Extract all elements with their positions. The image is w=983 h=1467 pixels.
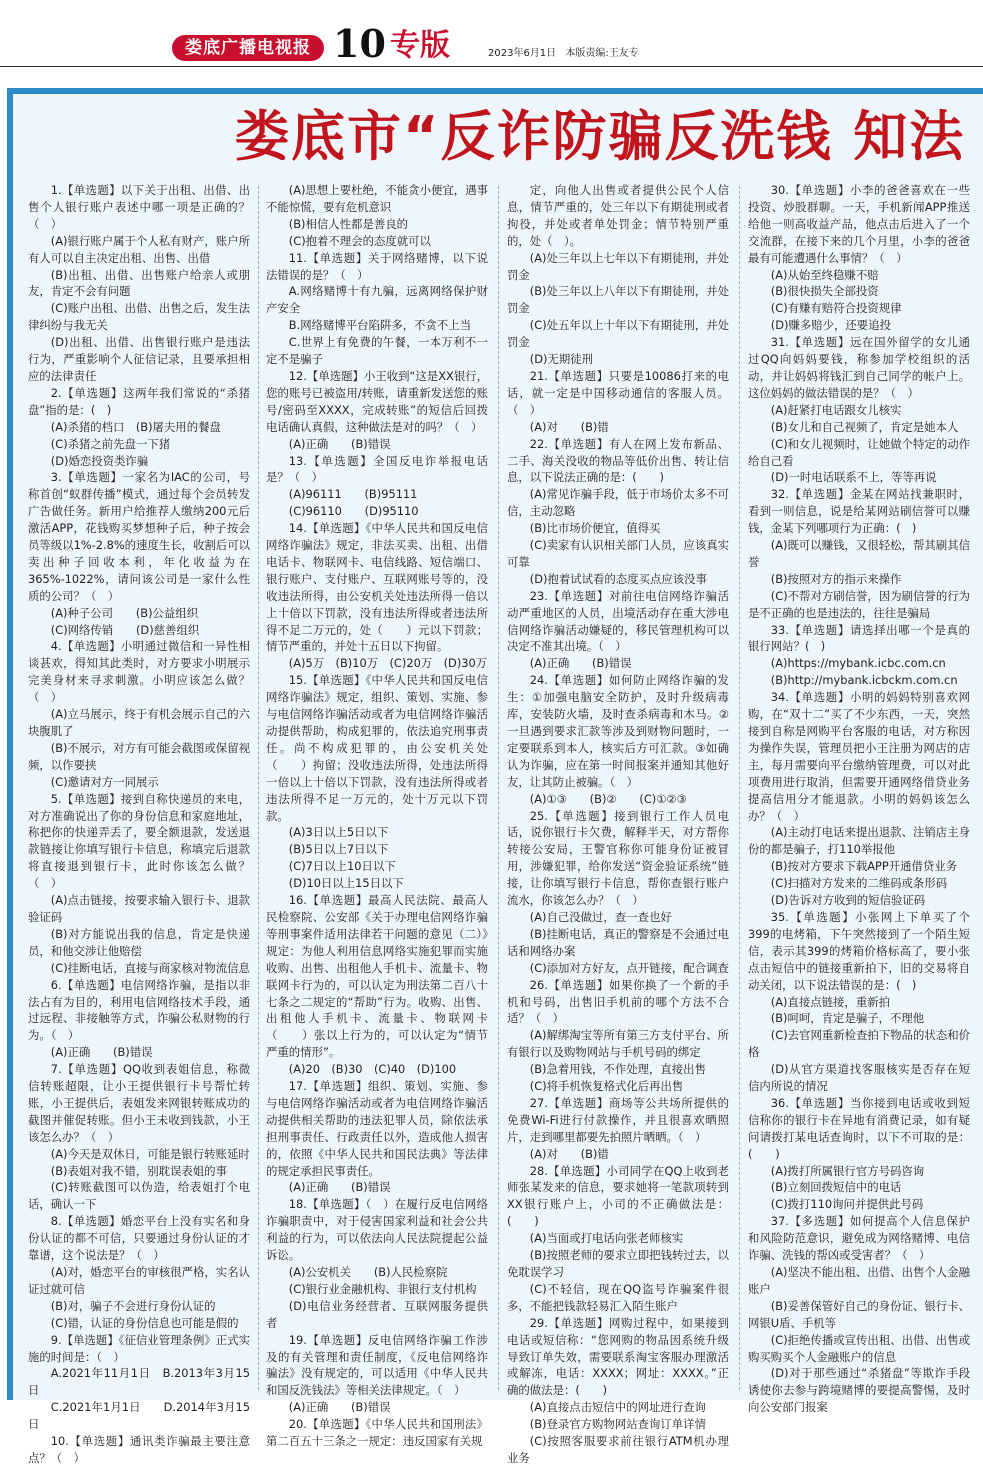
quiz-paragraph: (B)表姐对我不错，别耽误表姐的事 [50,1163,227,1178]
quiz-paragraph: (A)处三年以上七年以下有期徒刑，并处罚金 [507,250,729,282]
quiz-paragraph: (A)解绑淘宝等所有第三方支付平台、所有银行以及购物网站与手机号码的绑定 [507,1028,729,1060]
quiz-paragraph: (C)处五年以上十年以下有期徒刑，并处罚金 [507,318,729,350]
page-header [0,0,983,66]
quiz-paragraph: (B)急着用钱，不作处理，直接出售 [529,1062,706,1077]
quiz-paragraph: 定，向他人出售或者提供公民个人信息，情节严重的，处三年以下有期徒刑或者拘役，并处或者单处罚金；情节特别严重的，处（ ）。 [507,183,729,248]
quiz-paragraph: (A)思想上要杜绝，不能贪小便宜，遇事不能惊慌，要有危机意识 [266,183,488,214]
quiz-paragraph: (B)5日以上7日以下 [288,842,389,857]
quiz-paragraph: (A)常见诈骗手段，低于市场价太多不可信，主动忽略 [507,487,729,519]
quiz-paragraph: (A)https://mybank.icbc.com.cn [770,656,946,671]
quiz-paragraph: (D)赚多赔少，还要追投 [770,318,891,333]
quiz-paragraph: (A)坚决不能出租、出借、出售个人金融账户 [748,1265,970,1296]
column-divider [498,186,499,1390]
quiz-paragraph: (C)添加对方好友，点开链接，配合调查 [529,960,729,975]
quiz-paragraph: (D)从官方渠道找客服核实是否存在短信内所说的情况 [748,1062,970,1094]
quiz-paragraph: (A)直接点链接，重新拍 [770,994,890,1009]
quiz-paragraph: 31.【单选题】远在国外留学的女儿通过QQ向妈妈要钱，称参加学校组织的活动，并让妈妈将钱汇到自己同学的帐户上。这位妈妈的做法错误的是？（ ） [748,335,970,400]
quiz-paragraph: (C)错，认证的身份信息也可能是假的 [50,1315,239,1330]
quiz-paragraph: 2.【单选题】这两年我们常说的“杀猪盘”指的是：( ) [28,385,250,417]
quiz-column-2 [266,182,488,1449]
quiz-paragraph: (B)按照对方的指示来操作 [770,571,902,586]
quiz-paragraph: 36.【单选题】当你接到电话或收到短信称你的银行卡在异地有消费记录，如有疑问请拨打某电话查询时，以下不可取的是：( ) [748,1095,970,1161]
quiz-paragraph: (C)账户出租、出借、出售之后，发生法律纠纷与我无关 [28,301,250,333]
quiz-paragraph: (D)10日以上15日以下 [288,876,404,891]
quiz-paragraph: (A)正确 (B)错误 [50,1045,153,1060]
quiz-paragraph: 23.【单选题】对前往电信网络诈骗活动严重地区的人员，出境活动存在重大涉电信网络诈骗活动嫌疑的，移民管理机构可以决定不准其出境。（ ） [507,588,729,654]
quiz-paragraph: (C)抱着不理会的态度就可以 [288,233,431,248]
quiz-paragraph: (A)对 (B)错 [529,419,609,434]
quiz-paragraph: (D)婚恋投资类诈骗 [50,453,149,468]
quiz-paragraph: (A)3日以上5日以下 [288,825,389,840]
quiz-paragraph: (A)赶紧打电话跟女儿核实 [770,402,902,417]
quiz-paragraph: 10.【单选题】通讯类诈骗最主要注意点？（ ） [28,1434,250,1465]
quiz-paragraph: (B)按对方要求下载APP开通借贷业务 [770,859,958,874]
quiz-paragraph: (C)将手机恢复格式化后再出售 [529,1079,684,1094]
quiz-paragraph: (A)点击链接，按要求输入银行卡、退款验证码 [28,893,250,924]
quiz-paragraph: A.网络赌博十有九骗，远离网络保护财产安全 [266,284,488,316]
quiz-paragraph: 16.【单选题】最高人民法院、最高人民检察院、公安部《关于办理电信网络诈骗等刑事案件适用法律若干问题的意见（二）》规定：为他人利用信息网络实施犯罪而实施收购、出售、出租他人手机卡、流量卡、物联网卡行为的，可以认定为刑法第二百八十七条之二规定的“帮助”行为。收购、出售、出租他人手机卡、流量卡、物联网卡（ ）张以上行为的，可以认定为“情节严重的情形”。 [266,893,488,1060]
quiz-paragraph: (D)对于那些通过“杀猪盘”等欺诈手段诱使你去参与跨境赌博的要提高警惕，及时向公安部门报案 [748,1366,970,1415]
editor-credit: 本版责编:王友专 [565,48,639,59]
quiz-paragraph: (A)银行账户属于个人私有财产，账户所有人可以自主决定出租、出售、出借 [28,233,250,265]
quiz-paragraph: 30.【单选题】小李的爸爸喜欢在一些投资、炒股群聊。一天，手机新闻APP推送给他一则高收益产品，他点击后进入了一个交流群，在接下来的几个月里，小李的爸爸最有可能遭遇什么事情？（ ） [748,183,970,265]
quiz-paragraph: (B)立刻回拨短信中的电话 [770,1180,902,1195]
column-divider [739,186,740,1390]
quiz-paragraph: (B)呵呵，肯定是骗子，不理他 [770,1011,925,1026]
quiz-paragraph: A.2021年11月1日 B.2013年3月15日 [28,1366,250,1398]
quiz-paragraph: 5.【单选题】接到自称快递员的来电，对方准确说出了你的身份信息和家庭地址，称把你的快递弄丢了，要全额退款，发送退款链接让你填写银行卡信息，称填完后退款将直接退到银行卡，此时你该怎么做？（ ） [28,791,250,891]
quiz-paragraph: (A)直接点击短信中的网址进行查询 [529,1400,706,1415]
quiz-column-3 [507,182,729,1465]
quiz-paragraph: (D)电信业务经营者、互联网服务提供者 [266,1298,488,1330]
dateline [488,44,645,59]
quiz-paragraph: (C)银行业金融机构、非银行支付机构 [288,1281,477,1296]
quiz-paragraph: (A)20 (B)30 (C)40 (D)100 [288,1062,457,1077]
quiz-paragraph: 13.【单选题】全国反电诈举报电话是？（ ） [266,453,488,485]
quiz-paragraph: 20.【单选题】《中华人民共和国刑法》第二百五十三条之一规定：违反国家有关规 [266,1417,488,1449]
quiz-paragraph: (D)一时电话联系不上，等等再说 [770,470,937,485]
quiz-paragraph: 21.【单选题】只要是10086打来的电话，就一定是中国移动通信的客服人员。（ ） [507,368,729,417]
quiz-paragraph: (A)今天是双休日，可能是银行转账延时 [50,1146,250,1161]
quiz-paragraph: (C)网络传销 (D)慈善组织 [50,622,200,637]
quiz-paragraph: (A)主动打电话来提出退款、注销店主身份的都是骗子，打110举报他 [748,825,970,857]
quiz-paragraph: (A)从始至终稳赚不赔 [770,267,879,282]
quiz-paragraph: 11.【单选题】关于网络赌博，以下说法错误的是？（ ） [266,250,488,282]
quiz-paragraph: (A)①③ (B)② (C)①②③ [529,791,687,806]
publish-date: 2023年6月1日 [488,48,557,59]
quiz-paragraph: 18.【单选题】（ ）在履行反电信网络诈骗职责中，对于侵害国家利益和社会公共利益的行为，可以依法向人民法院提起公益诉讼。 [266,1197,488,1263]
quiz-paragraph: (B)不展示，对方有可能会截图或保留视频，以作要挟 [28,740,250,772]
quiz-column-4 [748,182,970,1415]
quiz-paragraph: (C)96110 (D)95110 [288,504,419,519]
quiz-paragraph: (B)女儿和自己视频了，肯定是她本人 [770,419,959,434]
quiz-paragraph: (C)卖家有认识相关部门人员，应该真实可靠 [507,538,729,569]
quiz-paragraph: (C)7日以上10日以下 [288,859,396,874]
quiz-paragraph: (B)挂断电话，真正的警察是不会通过电话和网络办案 [507,926,729,958]
quiz-paragraph: 4.【单选题】小明通过微信和一异性相谈甚欢，得知其此类时，对方要求小明展示完美身材来寻求刺激。小明应该怎么做？（ ） [28,639,250,705]
column-divider [258,186,259,1390]
quiz-paragraph: 37.【多选题】如何提高个人信息保护和风险防范意识，避免成为网络赌博、电信诈骗、洗钱的帮凶或受害者？（ ） [748,1214,970,1263]
quiz-paragraph: (C)有赚有赔符合投资规律 [770,301,902,316]
section-name: 专版 [390,28,450,63]
quiz-paragraph: (A)对 (B)错 [529,1146,609,1161]
quiz-paragraph: (A)对，婚恋平台的审核很严格，实名认证过就可信 [28,1265,250,1296]
quiz-paragraph: (D)出租、出借、出售银行账户是违法行为，严重影响个人征信记录，且要承担相应的法律责任 [28,335,250,383]
quiz-paragraph: (C)扫描对方发来的二维码或条形码 [770,876,948,891]
quiz-paragraph: (B)很快损失全部投资 [770,284,879,299]
quiz-paragraph: (B)登录官方购物网站查询订单详情 [529,1417,706,1432]
quiz-paragraph: (B)按照老师的要求立即把钱转过去，以免耽误学习 [507,1248,729,1279]
quiz-paragraph: (A)自己没做过，查一查也好 [529,909,672,924]
quiz-paragraph: 28.【单选题】小司同学在QQ上收到老师张某发来的信息，要求她将一笔款项转到XX银行账户上，小司的不正确做法是：( ) [507,1163,729,1229]
quiz-paragraph: (A)正确 (B)错误 [288,436,391,451]
quiz-paragraph: (A)公安机关 (B)人民检察院 [288,1265,448,1279]
quiz-paragraph: 3.【单选题】一家名为IAC的公司，号称首创“蚁群传播”模式，通过每个会员转发广告做任务。新用户给推荐人缴纳200元后激活APP，花钱购买梦想种子后，种子按会员等级以1%-2.8%的速度生长，收割后可以卖出种子回收本利，年化收益为在365%-1022%，请问该公司是一家什么性质的公司？（ ） [28,470,250,603]
quiz-paragraph: 35.【单选题】小张网上下单买了个399的电烤箱，下午突然接到了一个陌生短信，表示其399的烤箱价格标高了，要小张点击短信中的链接重新拍下，旧的交易将自动关闭，以下说法错误的是：( ) [748,909,970,992]
quiz-paragraph: 29.【单选题】网购过程中，如果接到电话或短信称：“您网购的物品因系统升级导致订单失效，需要联系淘宝客服办理激活或解冻，电话：XXXX；网址：XXXX。”正确的做法是：( ) [507,1315,729,1398]
quiz-paragraph: (A)杀猪的档口 (B)屠夫用的餐盘 [50,419,221,434]
quiz-paragraph: 19.【单选题】反电信网络诈骗工作涉及的有关管理和责任制度，《反电信网络诈骗法》没有规定的，可以适用《中华人民共和国反洗钱法》等相关法律规定。（ ） [266,1332,488,1398]
quiz-paragraph: (D)无期徒刑 [529,352,594,367]
quiz-paragraph: (A)96111 (B)95111 [288,487,418,502]
quiz-paragraph: (B)对，骗子不会进行身份认证的 [50,1298,216,1313]
quiz-paragraph: (A)既可以赚钱，又很轻松，帮其刷其信誉 [748,538,970,569]
page-number: 10 [333,21,386,66]
quiz-paragraph: 14.【单选题】《中华人民共和国反电信网络诈骗法》规定，非法买卖、出租、出借电话卡、物联网卡、电信线路、短信端口、银行账户、支付账户、互联网账号等的，没收违法所得，由公安机关处违法所得一倍以上十倍以下罚款，没有违法所得或者违法所得不足二万元的，处（ ）元以下罚款；情节严重的，并处十五日以下拘留。 [266,521,488,654]
quiz-paragraph: 26.【单选题】如果你换了一个新的手机和号码，出售旧手机前的哪个方法不合适？（ ） [507,977,729,1026]
quiz-paragraph: 22.【单选题】有人在网上发布新品、二手、海关没收的物品等低价出售、转让信息，以下说法正确的是：( ) [507,436,729,485]
quiz-paragraph: (A)5万 (B)10万 (C)20万 (D)30万 [288,656,488,671]
quiz-paragraph: 33.【单选题】请选择出哪一个是真的银行网站？( ) [748,622,970,654]
quiz-paragraph: C.2021年1月1日 D.2014年3月15日 [28,1400,250,1432]
quiz-paragraph: 34.【单选题】小明的妈妈特别喜欢网购，在“双十二”买了不少东西，一天，突然接到自称是网购平台客服的电话，对方称因为操作失误，管理员把小王注册为网店的店主，每月需要向平台缴纳管理费，可以对此项费用进行取消，但需要开通网络借贷业务提高信用分才能退款。小明的妈妈该怎么办？（ ） [748,690,970,823]
quiz-paragraph: B.网络赌博平台陷阱多，不贪不上当 [288,318,472,333]
quiz-paragraph: (B)处三年以上八年以下有期徒刑，并处罚金 [507,284,729,316]
quiz-paragraph: (A)正确 (B)错误 [288,1180,391,1195]
quiz-paragraph: (C)去官网重新检查拍下物品的状态和价格 [748,1028,970,1060]
quiz-paragraph: (C)不轻信，现在QQ盗号诈骗案件很多，不能把钱款轻易汇入陌生账户 [507,1281,729,1313]
quiz-paragraph: (A)种子公司 (B)公益组织 [50,605,199,620]
quiz-paragraph: 1.【单选题】以下关于出租、出借、出售个人银行账户表述中哪一项是正确的？（ ） [28,183,250,231]
quiz-paragraph: (C)杀猪之前先盘一下猪 [50,436,171,451]
quiz-paragraph: (A)立马展示，终于有机会展示自己的六块腹肌了 [28,707,250,738]
quiz-paragraph: (C)转账截图可以伪造，给表姐打个电话，确认一下 [28,1180,250,1212]
quiz-paragraph: 6.【单选题】电信网络诈骗，是指以非法占有为目的，利用电信网络技术手段，通过远程、非接触等方式，诈骗公私财物的行为。（ ） [28,977,250,1043]
header-rule [0,66,983,67]
quiz-column-1 [28,182,250,1465]
quiz-paragraph: 12.【单选题】小王收到“这是XX银行，您的账号已被盗用/转账，请重新发送您的账号/密码至XXXX，完成转账”的短信后回拨电话确认真假，这种做法是对的吗？（ ） [266,368,488,434]
quiz-paragraph: 27.【单选题】商场等公共场所提供的免费Wi-Fi进行付款操作，并且很喜欢晒照片，走到哪里都要先拍照片晒晒。（ ） [507,1095,729,1144]
quiz-paragraph: (A)拨打所属银行官方号码咨询 [770,1163,925,1178]
quiz-paragraph: (A)正确 (B)错误 [288,1400,391,1415]
quiz-paragraph: (B)出租、出借、出售账户给亲人或朋友，肯定不会有问题 [28,267,250,299]
quiz-paragraph: (C)挂断电话，直接与商家核对物流信息 [50,960,250,975]
quiz-paragraph: 25.【单选题】接到银行工作人员电话，说你银行卡欠费，解释半天，对方帮你转接公安局，王警官称你可能身份证被冒用，涉嫌犯罪，给你发送“资金验证系统”链接，让你填写银行卡信息，帮你查银行账户流水，你该怎么办？（ ） [507,808,729,908]
quiz-paragraph: (D)告诉对方收到的短信验证码 [770,893,926,908]
quiz-paragraph: (A)当面或打电话向张老师核实 [529,1231,684,1246]
quiz-paragraph: 7.【单选题】QQ收到表姐信息，称微信转账超限，让小王提供银行卡号帮忙转账，小王提供后，表姐发来网银转账成功的截图并催促转账。但小王未收到钱款，小王该怎么办？（ ） [28,1062,250,1144]
quiz-paragraph: (C)拨打110询问并提供此号码 [770,1197,924,1212]
quiz-paragraph: (B)相信人性都是善良的 [288,216,409,231]
article-title: 娄底市“反诈防骗反洗钱 知法 [235,105,966,168]
quiz-paragraph: 32.【单选题】金某在网站找兼职时，看到一则信息，说是给某网站刷信誉可以赚钱，金某下列哪项行为正确：( ) [748,487,970,536]
quiz-paragraph: (C)按照客服要求前往银行ATM机办理业务 [507,1434,729,1465]
quiz-paragraph: 9.【单选题】《征信业管理条例》正式实施的时间是：（ ） [28,1332,250,1364]
quiz-paragraph: 8.【单选题】婚恋平台上没有实名和身份认证的都不可信，只要通过身份认证的才靠谱，这个说法是？（ ） [28,1214,250,1263]
quiz-paragraph: (B)比市场价便宜，值得买 [529,521,661,536]
quiz-paragraph: (C)不帮对方刷信誉，因为刷信誉的行为是不正确的也是违法的，往往是骗局 [748,588,970,620]
quiz-paragraph: (C)和女儿视频时，让她做个特定的动作给自己看 [748,436,970,468]
quiz-paragraph: 24.【单选题】如何防止网络诈骗的发生：①加强电脑安全防护，及时升级病毒库，安装防火墙，及时查杀病毒和木马。②一旦遇到要求汇款等涉及到财物问题时，一定要联系到本人，核实后方可汇款。③如确认为诈骗，应在第一时间报案并通知其他好友，让其防止被骗。（ ） [507,673,729,789]
quiz-paragraph: (B)对方能说出我的信息，肯定是快递员，和他交涉让他赔偿 [28,926,250,958]
quiz-paragraph: C.世界上有免费的午餐，一本万利不一定不是骗子 [266,335,488,367]
quiz-paragraph: 15.【单选题】《中华人民共和国反电信网络诈骗法》规定，组织、策划、实施、参与电信网络诈骗活动或者为电信网络诈骗活动提供帮助，构成犯罪的，依法追究刑事责任。尚不构成犯罪的，由公安机关处（ ）拘留；没收违法所得，处违法所得一倍以上十倍以下罚款，没有违法所得或者违法所得不足一万元的，处十万元以下罚款。 [266,673,488,823]
newspaper-logo: 娄底广播电视报 [172,35,324,61]
quiz-paragraph: (C)拒绝传播或宣传出租、出借、出售或购买购买个人金融账户的信息 [748,1332,970,1364]
quiz-paragraph: (D)抱着试试看的态度买点应该没事 [529,571,707,586]
quiz-paragraph: (C)邀请对方一同展示 [50,774,159,789]
quiz-paragraph: (B)妥善保管好自己的身份证、银行卡、网银U盾、手机等 [748,1298,970,1330]
quiz-paragraph: (B)http://mybank.icbckm.com.cn [770,673,958,688]
quiz-paragraph: (A)正确 (B)错误 [529,656,632,671]
quiz-paragraph: 17.【单选题】组织、策划、实施、参与电信网络诈骗活动或者为电信网络诈骗活动提供相关帮助的违法犯罪人员，除依法承担刑事责任、行政责任以外，造成他人损害的，依照《中华人民共和国民法典》等法律的规定承担民事责任。 [266,1079,488,1178]
